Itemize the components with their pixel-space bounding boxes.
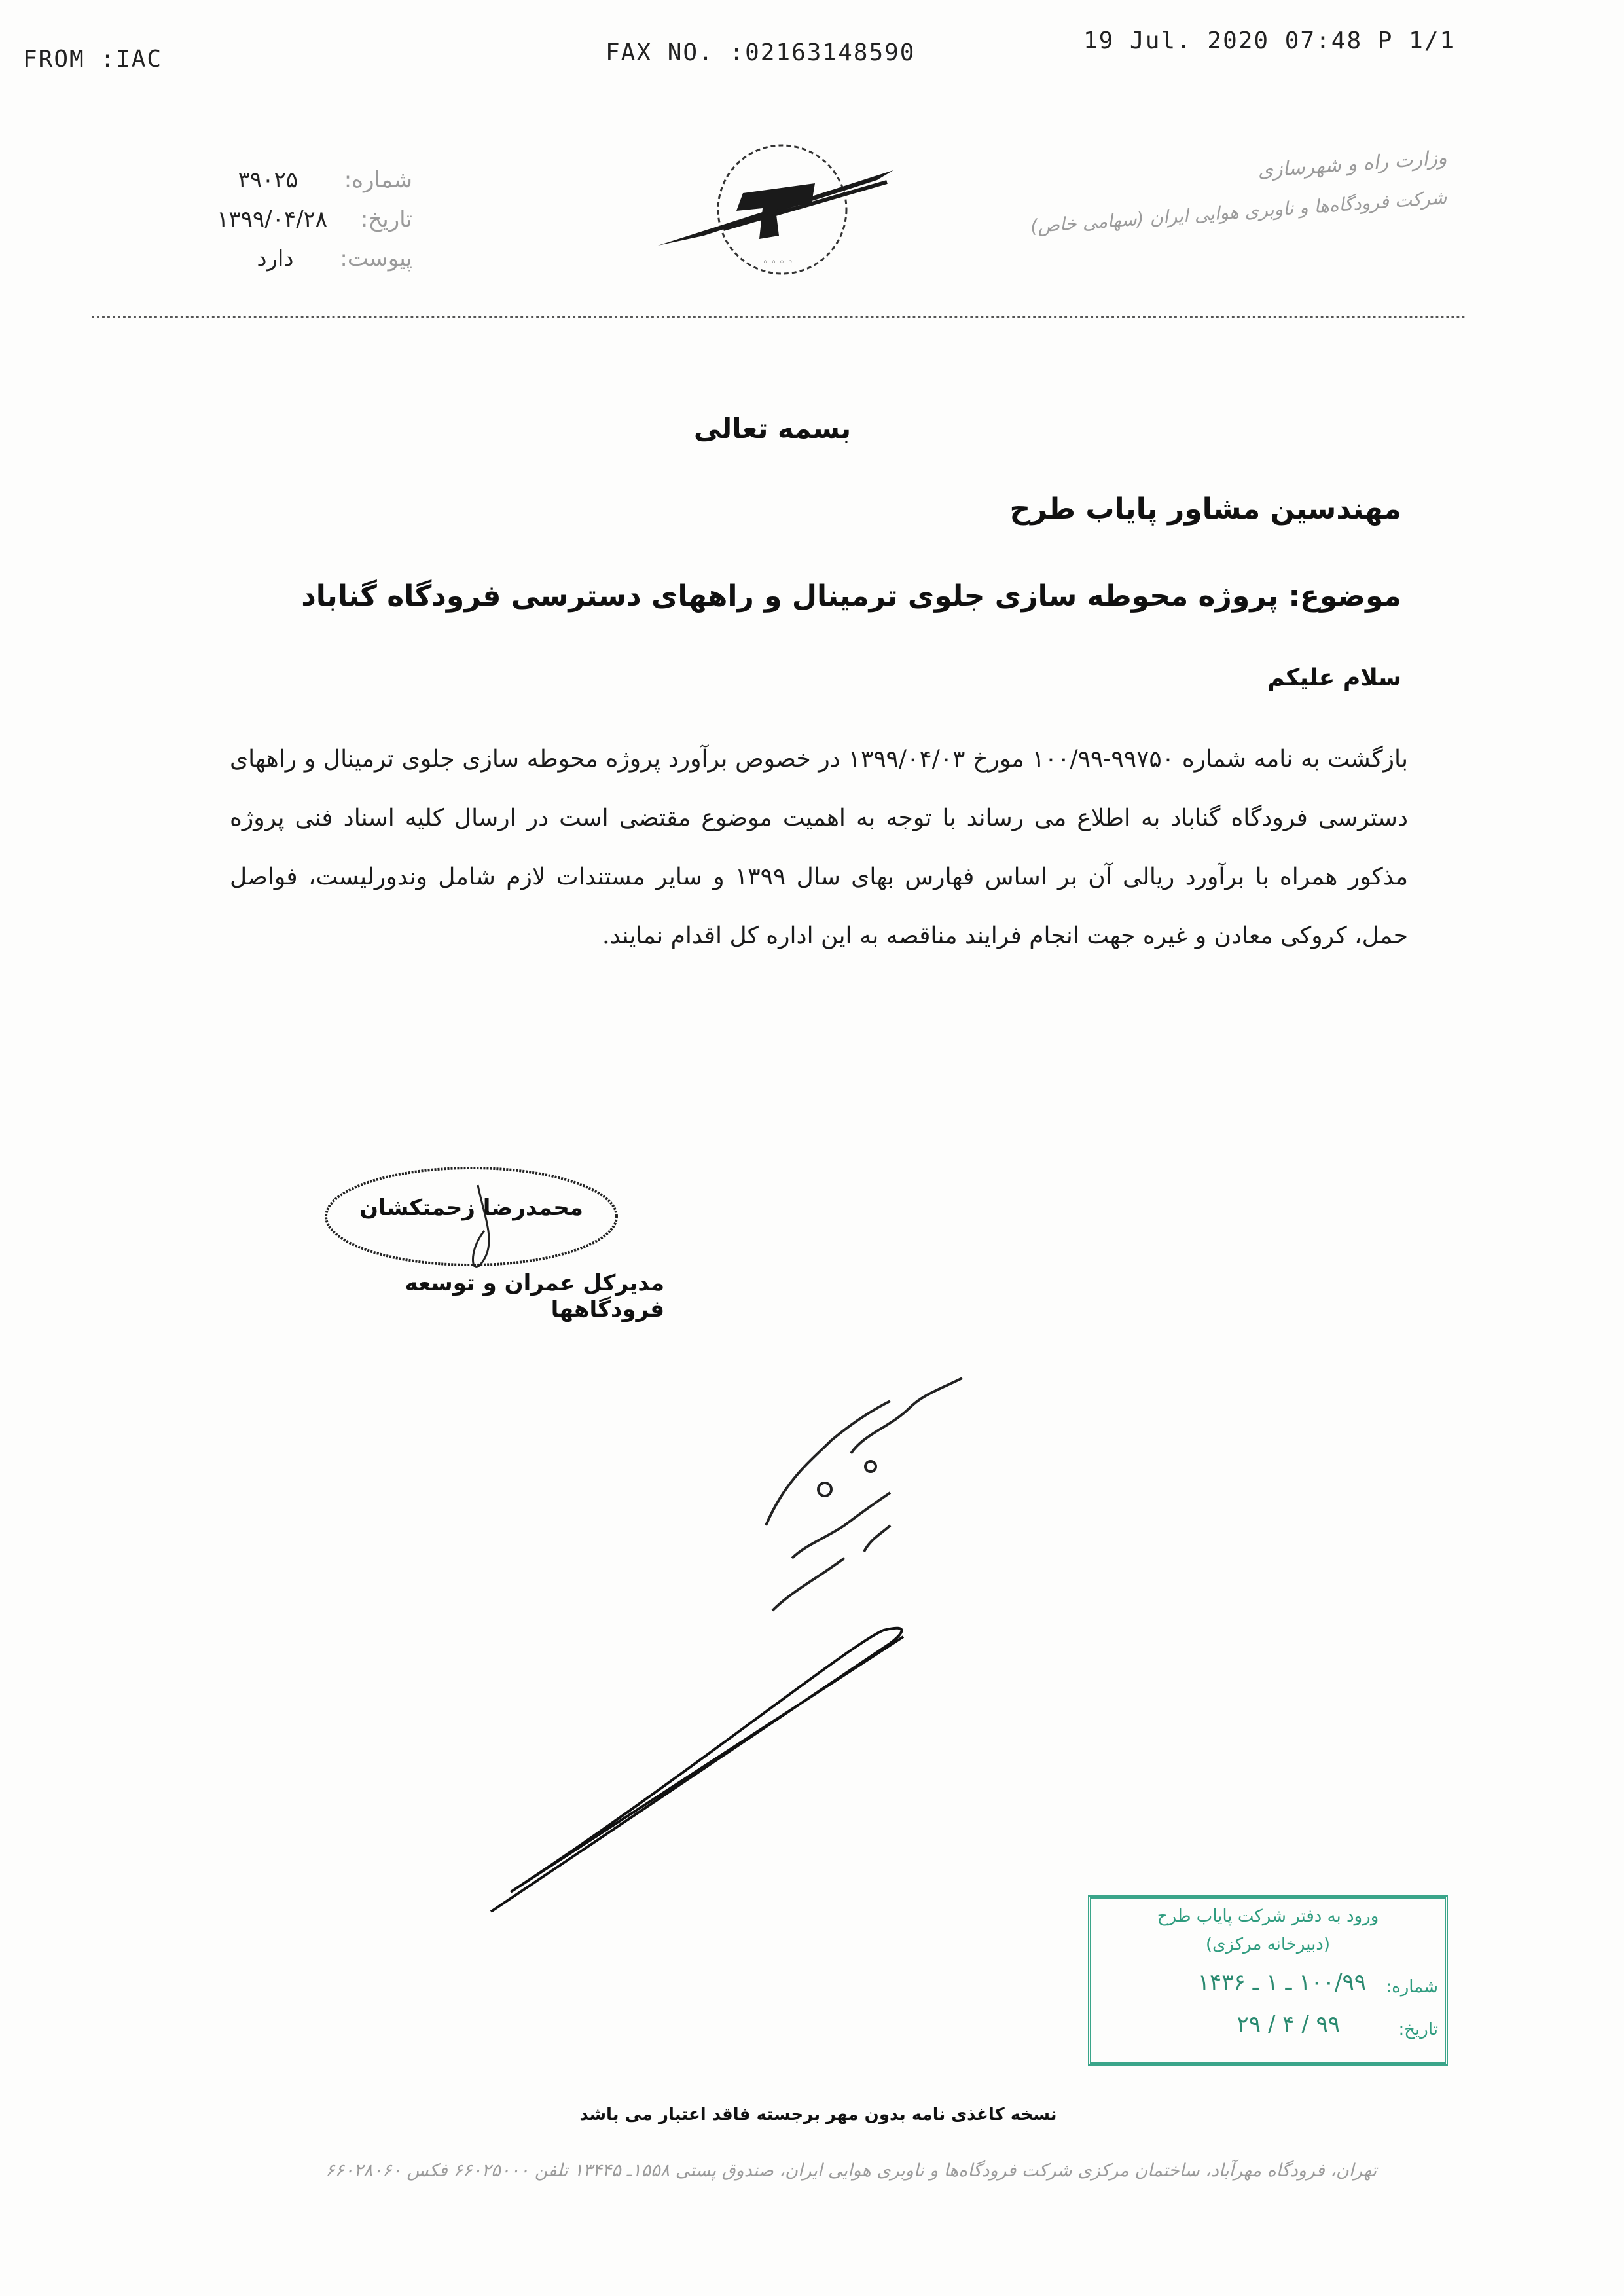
- receipt-stamp-title: ورود به دفتر شرکت پایاب طرح: [1157, 1906, 1379, 1926]
- recipient: مهندسین مشاور پایاب طرح: [1009, 492, 1401, 526]
- receipt-number-label: شماره:: [1386, 1977, 1438, 1997]
- receipt-stamp: [1088, 1895, 1448, 2066]
- organization-name-line1: وزارت راه و شهرسازی: [1257, 146, 1448, 183]
- letter-date-value: ۱۳۹۹/۰۴/۲۸: [217, 206, 328, 232]
- subject: موضوع: پروژه محوطه سازی جلوی ترمینال و راههای دسترسی فرودگاه گناباد: [301, 579, 1401, 613]
- fax-from: FROM :IAC: [23, 46, 163, 73]
- signatory-title: مدیرکل عمران و توسعه فرودگاهها: [405, 1270, 664, 1322]
- footer-address: تهران، فرودگاه مهرآباد، ساختمان مرکزی شرکت فرودگاه‌ها و ناوبری هوایی ایران، صندوق پستی ۱۵۵۸ـ ۱۳۴۴۵ تلفن ۶۶۰۲۵۰۰۰ فکس ۶۶۰۲۸۰۶۰: [325, 2160, 1377, 2181]
- organization-name-line2: شرکت فرودگاه‌ها و ناوبری هوایی ایران (سهامی خاص): [1030, 186, 1448, 238]
- letter-attachment-row: [170, 246, 412, 272]
- footer-notice: نسخه کاغذی نامه بدون مهر برجسته فاقد اعتبار می باشد: [579, 2105, 1057, 2124]
- letter-number-value: ۳۹۰۲۵: [238, 167, 298, 193]
- receipt-stamp-subtitle: (دبیرخانه مرکزی): [1205, 1935, 1331, 1954]
- receipt-number-value: ۱۰۰/۹۹ ـ ۱ ـ ۱۴۳۶: [1197, 1969, 1366, 1995]
- organization-logo: [645, 131, 907, 288]
- fax-number: FAX NO. :02163148590: [605, 39, 916, 66]
- handwritten-note: [694, 1362, 995, 1624]
- invocation: بسمه تعالی: [693, 412, 852, 445]
- letter-attachment-label: پیوست:: [340, 246, 412, 272]
- letter-number-row: [170, 167, 412, 193]
- receipt-date-label: تاریخ:: [1398, 2020, 1438, 2039]
- header-separator: [92, 316, 1466, 318]
- letter-body: بازگشت به نامه شماره ۹۹۷۵۰-۱۰۰/۹۹ مورخ ۱۳۹۹/۰۴/۰۳ در خصوص برآورد پروژه محوطه سازی جلوی ترمینال و راههای دسترسی فرودگاه گناباد به اطلاع می رساند با توجه به اهمیت موضوع مقتضی است در ارسال کلیه اسناد فنی پروژه مذکور همراه با برآورد ریالی آن بر اساس فهارس بهای سال ۱۳۹۹ و سایر مستندات لازم شامل وندورلیست، فواصل حمل، کروکی معادن و غیره جهت انجام فرایند مناقصه به این اداره کل اقدام نمایند.: [230, 746, 1409, 949]
- signatory-name: محمدرضا زحمتکشان: [359, 1195, 583, 1221]
- letter-date-label: تاریخ:: [360, 206, 412, 232]
- fax-datetime: 19 Jul. 2020 07:48 P 1/1: [1083, 27, 1456, 54]
- receipt-date-value: ۹۹ / ۴ / ۲۹: [1236, 2011, 1340, 2037]
- greeting: سلام علیکم: [1267, 665, 1401, 691]
- letter-attachment-value: دارد: [257, 246, 294, 272]
- letter-number-label: شماره:: [344, 167, 412, 193]
- letter-meta: [170, 167, 412, 285]
- signature-stroke: [484, 1617, 916, 1918]
- letter-date-row: [170, 206, 412, 232]
- svg-text:◦ ◦ ◦ ◦: ◦ ◦ ◦ ◦: [763, 257, 793, 268]
